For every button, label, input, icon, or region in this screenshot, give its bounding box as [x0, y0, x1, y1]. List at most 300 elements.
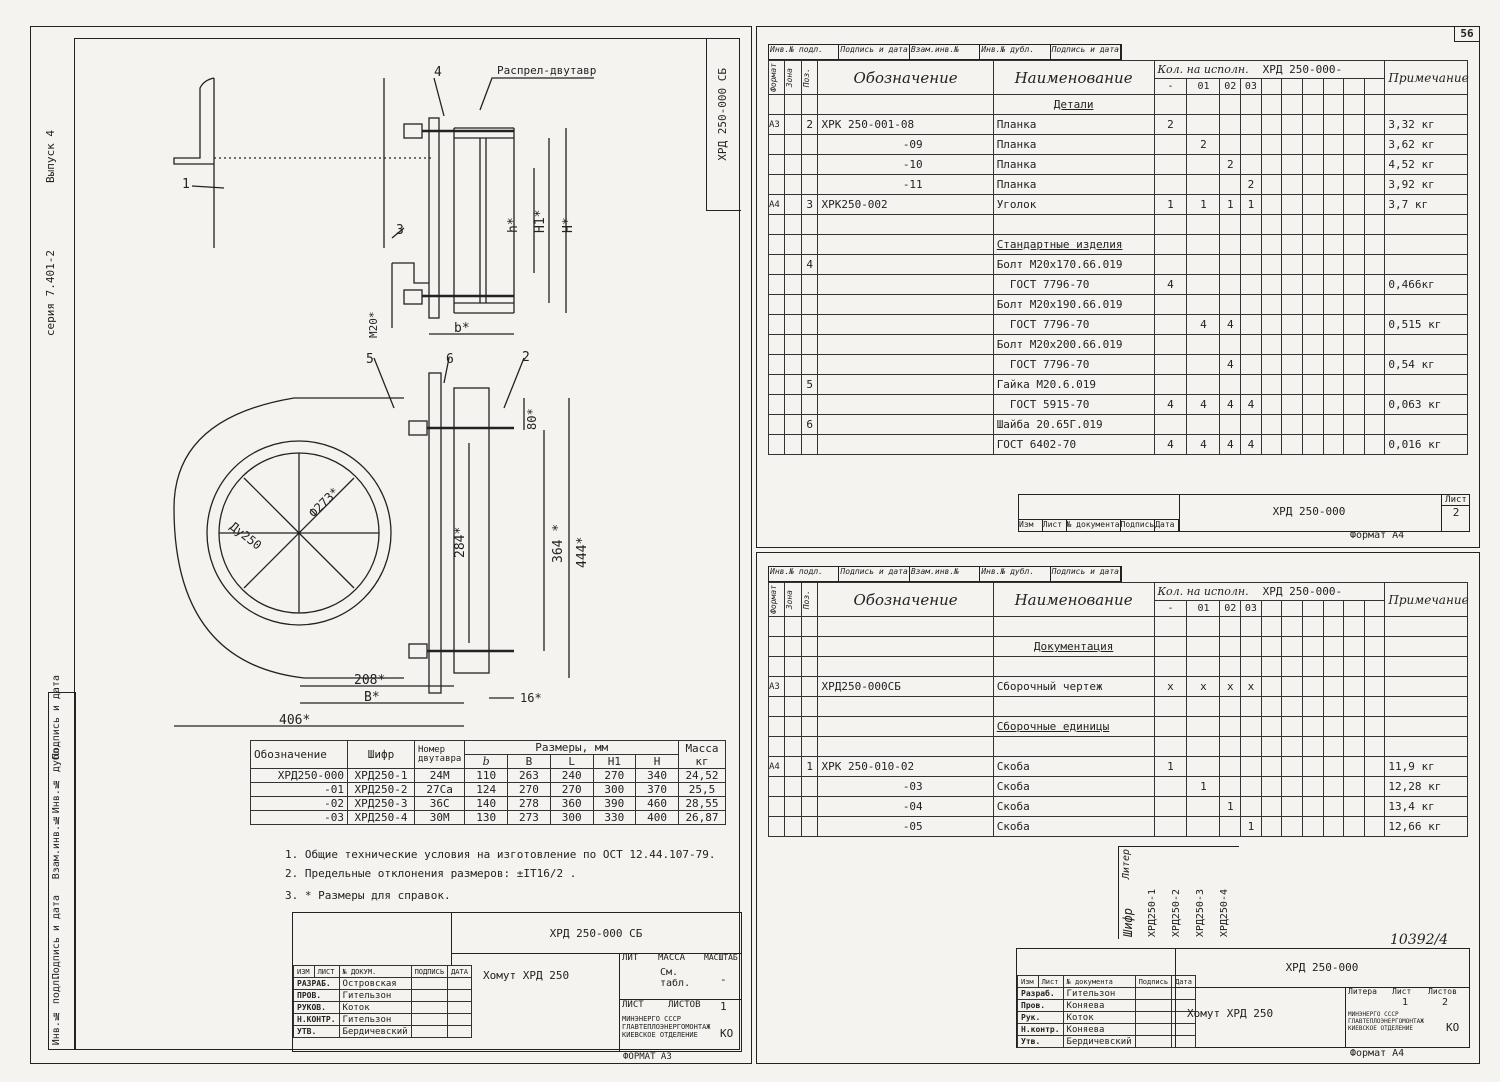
- spec-qty: [1364, 757, 1385, 777]
- side-label-5: Подпись и дата: [51, 674, 62, 759]
- head-qty-col: [1323, 601, 1344, 617]
- spec-qty: [1282, 335, 1303, 355]
- spec-note: 3,92 кг: [1385, 175, 1468, 195]
- stamp-col-head: Изм: [1018, 976, 1039, 988]
- spec-qty: [1344, 335, 1365, 355]
- spec2-top-labels: [768, 566, 1122, 582]
- spec-format: [769, 375, 785, 395]
- top-label: Подпись и дата: [1051, 567, 1121, 581]
- spec-name: Сборочные единицы: [993, 717, 1154, 737]
- head-zone: [785, 583, 801, 617]
- stamp-person: Гительзон: [1063, 988, 1135, 1000]
- spec-qty: [1220, 617, 1241, 637]
- spec-qty: [1344, 637, 1365, 657]
- spec-qty: [1344, 175, 1365, 195]
- spec-qty: [1282, 435, 1303, 455]
- spec-qty: [1302, 657, 1323, 677]
- spec-qty: [1220, 175, 1241, 195]
- spec-row: [769, 415, 1468, 435]
- spec2-lit: Литера: [1348, 987, 1377, 996]
- spec1-top-labels: [768, 44, 1122, 60]
- size-row: [251, 797, 726, 811]
- spec-qty: [1302, 717, 1323, 737]
- side-label-4: Инв.№ дубл.: [51, 741, 62, 813]
- spec-qty: [1323, 797, 1344, 817]
- spec-qty: [1187, 637, 1220, 657]
- spec-format: А3: [769, 677, 785, 697]
- spec-name: Болт М20х170.66.019: [993, 255, 1154, 275]
- spec-qty: [1302, 175, 1323, 195]
- spec-qty: [1261, 757, 1282, 777]
- spec-qty: [1220, 697, 1241, 717]
- spec-qty: [1323, 295, 1344, 315]
- size-cell: ХРД250-3: [348, 797, 415, 811]
- size-sub-H: H: [636, 755, 679, 769]
- spec-designation: ХРК250-002: [818, 195, 993, 215]
- spec-zone: [785, 255, 801, 275]
- spec-qty: [1364, 817, 1385, 837]
- spec-qty: [1261, 395, 1282, 415]
- spec-qty: [1282, 275, 1303, 295]
- spec-sheet-upper: [768, 44, 1468, 455]
- head-zone: [785, 61, 801, 95]
- spec-format: [769, 215, 785, 235]
- size-cell: 300: [593, 783, 636, 797]
- spec-row: [769, 677, 1468, 697]
- dim-444: 444*: [575, 536, 590, 568]
- spec-qty: [1344, 275, 1365, 295]
- spec-qty: [1187, 717, 1220, 737]
- spec-row: [769, 697, 1468, 717]
- spec-qty: [1241, 657, 1262, 677]
- spec1-sheet: 2: [1452, 506, 1460, 519]
- cipher-4: ХРД250-4: [1219, 888, 1230, 937]
- spec-pos: [801, 335, 817, 355]
- left-scale-value: -: [720, 973, 727, 986]
- spec-name: Документация: [993, 637, 1154, 657]
- spec-name: Планка: [993, 135, 1154, 155]
- spec-zone: [785, 717, 801, 737]
- stamp-person-row: [1018, 1024, 1196, 1036]
- stamp-person: Бердичевский: [1063, 1036, 1135, 1048]
- spec-qty: [1323, 255, 1344, 275]
- size-cell: 130: [465, 811, 508, 825]
- spec-row: [769, 315, 1468, 335]
- spec-name: [993, 617, 1154, 637]
- spec-qty: [1302, 355, 1323, 375]
- stamp-role: Рук.: [1018, 1012, 1064, 1024]
- spec-qty: [1282, 175, 1303, 195]
- left-title-block: [292, 912, 742, 1062]
- spec-row: [769, 617, 1468, 637]
- spec-pos: 1: [801, 757, 817, 777]
- spec1-format: Формат А4: [1350, 530, 1405, 541]
- size-cell: 390: [593, 797, 636, 811]
- callout-1: 1: [182, 177, 190, 192]
- spec-qty: [1302, 315, 1323, 335]
- head-qty-col: [1323, 79, 1344, 95]
- spec-qty: [1241, 315, 1262, 335]
- spec-qty: [1364, 415, 1385, 435]
- spec-qty: [1241, 717, 1262, 737]
- spec-designation: [818, 295, 993, 315]
- head-qty-col: [1364, 79, 1385, 95]
- stamp-person: Коток: [339, 1002, 411, 1014]
- stamp-signature: [411, 1014, 448, 1026]
- spec-note: 4,52 кг: [1385, 155, 1468, 175]
- spec-qty: [1220, 657, 1241, 677]
- spec-qty: [1323, 757, 1344, 777]
- spec-format: А4: [769, 757, 785, 777]
- spec-zone: [785, 355, 801, 375]
- stamp-col-head: Дата: [1172, 976, 1196, 988]
- spec-designation: [818, 717, 993, 737]
- head-variant: ХРД 250-000-: [1262, 63, 1343, 76]
- top-label: Инв.№ подл.: [769, 45, 839, 59]
- spec-designation: [818, 215, 993, 235]
- spec-pos: [801, 315, 817, 335]
- spec-qty: х: [1220, 677, 1241, 697]
- spec-pos: [801, 155, 817, 175]
- spec-note: 3,7 кг: [1385, 195, 1468, 215]
- spec-format: [769, 697, 785, 717]
- spec2-format: Формат А4: [1350, 1048, 1405, 1059]
- stamp-col-head: № документа: [1063, 976, 1135, 988]
- spec-qty: 4: [1241, 435, 1262, 455]
- spec-qty: [1187, 215, 1220, 235]
- spec-qty: [1302, 215, 1323, 235]
- size-cell: 240: [550, 769, 593, 783]
- spec-qty: [1344, 295, 1365, 315]
- left-people-table: [293, 965, 472, 1038]
- top-label: Подпись и дата: [839, 45, 909, 59]
- size-cell: 28,55: [679, 797, 726, 811]
- spec-qty: 1: [1187, 195, 1220, 215]
- stamp-person-row: [1018, 988, 1196, 1000]
- left-name: Хомут ХРД 250: [483, 969, 570, 982]
- dim-h: h*: [506, 217, 521, 233]
- spec-pos: [801, 215, 817, 235]
- spec-designation: [818, 255, 993, 275]
- side-label-1: Инв.№ подл.: [51, 973, 62, 1045]
- spec-name: Уголок: [993, 195, 1154, 215]
- spec-qty: [1344, 737, 1365, 757]
- spec-name: Скоба: [993, 817, 1154, 837]
- spec-row: [769, 215, 1468, 235]
- spec-qty: [1282, 195, 1303, 215]
- spec-zone: [785, 737, 801, 757]
- stamp-person-row: [1018, 1036, 1196, 1048]
- size-head-designation: Обозначение: [251, 741, 348, 769]
- spec-qty: [1220, 235, 1241, 255]
- spec-qty: [1364, 275, 1385, 295]
- head-qty-col: [1261, 79, 1282, 95]
- dim-284: 284*: [453, 526, 468, 558]
- spec-qty: [1302, 375, 1323, 395]
- spec-qty: [1344, 697, 1365, 717]
- liter-label: Литер: [1121, 849, 1132, 880]
- spec-qty: 4: [1187, 435, 1220, 455]
- spec-pos: 6: [801, 415, 817, 435]
- spec-name: [993, 657, 1154, 677]
- stamp-col-head: № ДОКУМ.: [339, 966, 411, 978]
- stamp-date: [448, 978, 472, 990]
- spec-qty: [1282, 637, 1303, 657]
- spec-qty: [1364, 215, 1385, 235]
- spec-qty: [1220, 295, 1241, 315]
- size-cell: ХРД250-2: [348, 783, 415, 797]
- head-qty-col: 02: [1220, 79, 1241, 95]
- spec-designation: [818, 235, 993, 255]
- spec-qty: [1302, 677, 1323, 697]
- spec-qty: [1241, 375, 1262, 395]
- spec-qty: [1323, 195, 1344, 215]
- spec-note: 0,515 кг: [1385, 315, 1468, 335]
- spec-row: [769, 115, 1468, 135]
- spec-format: [769, 637, 785, 657]
- spec-qty: [1241, 235, 1262, 255]
- spec-qty: [1220, 375, 1241, 395]
- spec-format: [769, 717, 785, 737]
- spec-row: [769, 155, 1468, 175]
- spec-qty: 1: [1241, 195, 1262, 215]
- spec-qty: [1154, 335, 1187, 355]
- spec-qty: [1364, 135, 1385, 155]
- spec-designation: [818, 375, 993, 395]
- dim-d273: Ф273*: [306, 484, 342, 521]
- spec-qty: [1302, 737, 1323, 757]
- technical-drawing: [74, 38, 740, 738]
- stamp-person: Гительзон: [339, 990, 411, 1002]
- spec-pos: [801, 135, 817, 155]
- spec-qty: [1154, 777, 1187, 797]
- spec-designation: [818, 617, 993, 637]
- head-qty-col: -: [1154, 601, 1187, 617]
- stamp-col-head: ПОДПИСЬ: [411, 966, 448, 978]
- size-cell: 124: [465, 783, 508, 797]
- spec-designation: -09: [818, 135, 993, 155]
- top-label: Подпись и дата: [839, 567, 909, 581]
- spec-qty: [1344, 235, 1365, 255]
- spec-qty: [1344, 95, 1365, 115]
- note-2: 2. Предельные отклонения размеров: ±IT16/2 .: [285, 867, 577, 880]
- spec-qty: [1302, 255, 1323, 275]
- spec-designation: ХРД250-000СБ: [818, 677, 993, 697]
- spec-name: Детали: [993, 95, 1154, 115]
- top-label: Взам.инв.№: [910, 567, 980, 581]
- spec2-code: ХРД 250-000: [1285, 961, 1359, 974]
- spec-qty: [1187, 697, 1220, 717]
- left-sheet-label: ЛИСТ: [622, 1000, 644, 1010]
- spec-qty: [1282, 295, 1303, 315]
- size-cell: -02: [251, 797, 348, 811]
- size-cell: 273: [508, 811, 551, 825]
- spec-qty: [1323, 115, 1344, 135]
- spec-qty: [1187, 115, 1220, 135]
- spec-qty: [1154, 737, 1187, 757]
- stamp-date: [448, 1026, 472, 1038]
- spec-qty: [1323, 315, 1344, 335]
- spec-qty: [1323, 415, 1344, 435]
- spec-qty: [1241, 737, 1262, 757]
- spec-qty: [1187, 757, 1220, 777]
- spec-qty: [1241, 335, 1262, 355]
- left-lit: ЛИТ: [622, 953, 639, 963]
- spec-qty: [1187, 657, 1220, 677]
- spec-qty: 4: [1154, 435, 1187, 455]
- spec-qty: [1154, 95, 1187, 115]
- head-qty-col: 01: [1187, 79, 1220, 95]
- spec-qty: [1282, 375, 1303, 395]
- spec-qty: [1241, 275, 1262, 295]
- spec-format: [769, 315, 785, 335]
- spec-zone: [785, 817, 801, 837]
- spec-qty: [1302, 697, 1323, 717]
- spec-qty: [1154, 697, 1187, 717]
- size-sub-H1: H1: [593, 755, 636, 769]
- spec-qty: [1364, 155, 1385, 175]
- stamp-person-row: [294, 978, 472, 990]
- spec-format: [769, 95, 785, 115]
- spec-row: [769, 797, 1468, 817]
- spec-qty: 2: [1154, 115, 1187, 135]
- spec-note: [1385, 415, 1468, 435]
- spec-qty: [1364, 617, 1385, 637]
- callout-4: 4: [434, 65, 442, 80]
- callout-6: 6: [446, 352, 454, 367]
- spec1-foot-col: Изм: [1019, 519, 1043, 531]
- spec-zone: [785, 435, 801, 455]
- spec-qty: 1: [1187, 777, 1220, 797]
- spec-qty: [1282, 657, 1303, 677]
- spec-row: [769, 757, 1468, 777]
- head-pos: [801, 61, 817, 95]
- spec-qty: [1323, 335, 1344, 355]
- spec-qty: [1154, 657, 1187, 677]
- spec-name: [993, 215, 1154, 235]
- spec-designation: ХРК 250-010-02: [818, 757, 993, 777]
- stamp-person-row: [1018, 1000, 1196, 1012]
- stamp-person-row: [294, 1002, 472, 1014]
- stamp-person-row: [294, 990, 472, 1002]
- spec-note: [1385, 215, 1468, 235]
- spec-row: [769, 255, 1468, 275]
- top-label: Инв.№ дубл.: [980, 45, 1050, 59]
- spec-qty: [1282, 135, 1303, 155]
- spec2-sheet-label: Лист: [1392, 987, 1412, 996]
- spec-qty: [1261, 637, 1282, 657]
- spec1-table: [768, 60, 1468, 455]
- left-org-code: КО: [720, 1027, 734, 1040]
- spec-qty: [1187, 415, 1220, 435]
- spec-qty: [1323, 395, 1344, 415]
- callout-2: 2: [522, 350, 530, 365]
- spec2-org-code: КО: [1446, 1021, 1460, 1034]
- stamp-col-head: Подпись: [1135, 976, 1172, 988]
- size-cell: 360: [550, 797, 593, 811]
- spec-pos: [801, 95, 817, 115]
- spec-qty: [1187, 737, 1220, 757]
- spec-pos: [801, 617, 817, 637]
- spec-qty: [1154, 315, 1187, 335]
- spec-name: Шайба 20.65Г.019: [993, 415, 1154, 435]
- spec-qty: [1282, 395, 1303, 415]
- size-cell: 25,5: [679, 783, 726, 797]
- spec-zone: [785, 637, 801, 657]
- spec-qty: [1344, 355, 1365, 375]
- spec-pos: [801, 355, 817, 375]
- spec-qty: [1220, 817, 1241, 837]
- spec-designation: [818, 415, 993, 435]
- stamp-signature: [411, 1026, 448, 1038]
- spec-zone: [785, 315, 801, 335]
- stamp-role: УТВ.: [294, 1026, 340, 1038]
- size-cell: 140: [465, 797, 508, 811]
- dim-364: 364 *: [551, 523, 566, 563]
- spec-qty: [1154, 215, 1187, 235]
- head-variant: ХРД 250-000-: [1262, 585, 1343, 598]
- spec-zone: [785, 195, 801, 215]
- spec-qty: 4: [1154, 395, 1187, 415]
- size-sub-b: b: [465, 755, 508, 769]
- spec-qty: [1302, 797, 1323, 817]
- stamp-person: Гительзон: [339, 1014, 411, 1026]
- spec-qty: [1187, 797, 1220, 817]
- head-qty: [1154, 583, 1385, 601]
- side-label-3: Взам.инв.№: [51, 813, 62, 879]
- size-cell: 24М: [415, 769, 465, 783]
- head-qty-col: 03: [1241, 601, 1262, 617]
- callout-label: Распрел-двутавр: [497, 64, 597, 77]
- stamp-person-row: [294, 1014, 472, 1026]
- spec-qty: 4: [1220, 315, 1241, 335]
- spec-zone: [785, 135, 801, 155]
- spec-qty: [1344, 195, 1365, 215]
- spec-qty: 4: [1187, 315, 1220, 335]
- stamp-role: Н.контр.: [1018, 1024, 1064, 1036]
- size-table: [250, 740, 726, 825]
- spec-qty: [1154, 415, 1187, 435]
- spec2-people-table: [1017, 975, 1196, 1048]
- spec-format: А3: [769, 115, 785, 135]
- spec1-foot-col: Подпись: [1120, 520, 1155, 529]
- spec-qty: [1220, 335, 1241, 355]
- spec-qty: [1261, 777, 1282, 797]
- spec-qty: [1187, 295, 1220, 315]
- spec-designation: [818, 657, 993, 677]
- spec-name: ГОСТ 6402-70: [993, 435, 1154, 455]
- left-sheets-value: 1: [720, 1000, 727, 1013]
- size-cell: 370: [636, 783, 679, 797]
- spec-name: ГОСТ 7796-70: [993, 275, 1154, 295]
- spec-qty: [1282, 215, 1303, 235]
- spec-pos: [801, 697, 817, 717]
- spec-zone: [785, 677, 801, 697]
- spec-qty: [1302, 135, 1323, 155]
- spec-note: [1385, 295, 1468, 315]
- dim-208: 208*: [354, 673, 386, 688]
- left-sheets-label: ЛИСТОВ: [668, 1000, 701, 1010]
- spec-name: Стандартные изделия: [993, 235, 1154, 255]
- spec-qty: [1220, 777, 1241, 797]
- spec-format: [769, 777, 785, 797]
- spec-format: [769, 255, 785, 275]
- size-cell: 340: [636, 769, 679, 783]
- stamp-role: Разраб.: [1018, 988, 1064, 1000]
- spec-qty: [1323, 677, 1344, 697]
- left-code: ХРД 250-000 СБ: [549, 927, 643, 940]
- stamp-person-row: [294, 1026, 472, 1038]
